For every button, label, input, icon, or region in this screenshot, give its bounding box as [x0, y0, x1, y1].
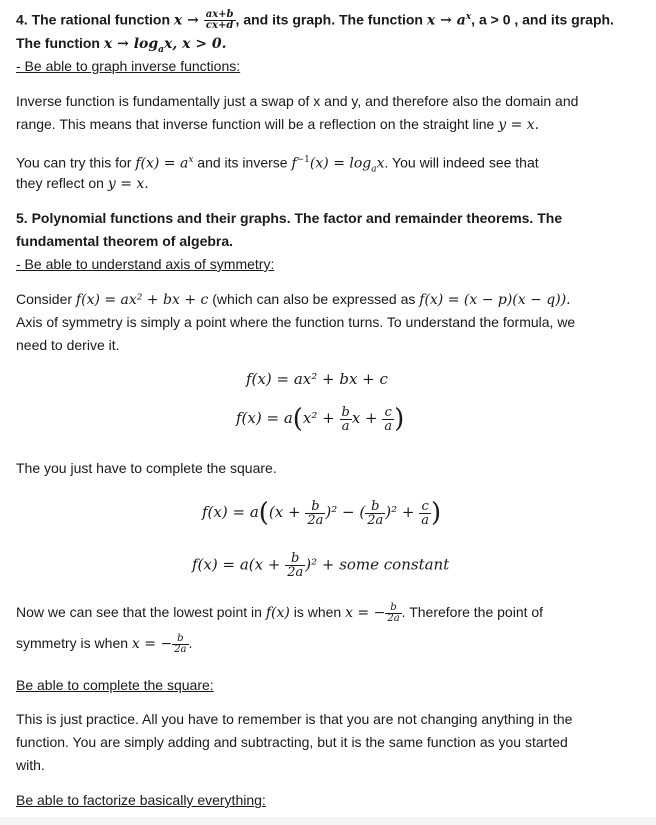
math-inline: f(x) [265, 605, 290, 622]
fraction-denominator: cx+d [205, 20, 234, 32]
paragraph-line: need to derive it. [16, 337, 120, 353]
fraction-denominator: a [341, 418, 350, 434]
paragraph-line [16, 174, 149, 193]
math-inline: (x) = log [309, 155, 372, 172]
math-inline: f(x) = a [135, 155, 189, 172]
section-4-heading-line2 [16, 34, 227, 59]
text: Now we can see that the lowest point in [16, 604, 266, 621]
subheading-inverse: - Be able to graph inverse functions: [16, 58, 241, 74]
eq-text: x + [351, 409, 383, 427]
fraction-b-over-2a [172, 634, 188, 655]
eq-text: f(x) = a(x + [192, 555, 286, 574]
math-inline: x = − [131, 636, 173, 653]
math-inline: x [376, 155, 385, 172]
fraction-numerator: b [172, 634, 188, 645]
text: they reflect on [16, 175, 108, 191]
heading-text: 4. The rational function [16, 11, 174, 28]
fraction-numerator: c [382, 406, 394, 420]
section-5-heading-line2: fundamental theorem of algebra. [16, 233, 234, 249]
fraction-numerator: b [305, 500, 325, 514]
paragraph-line: Axis of symmetry is simply a point where the function turns. To understand the formula, we [16, 314, 576, 330]
fraction-numerator: b [385, 603, 401, 614]
heading-text: , a > 0 , and its graph. [471, 11, 614, 28]
fraction-numerator: b [285, 552, 305, 566]
math-inline: f(x) = ax² + bx + c [75, 292, 209, 308]
subheading-symmetry: - Be able to understand axis of symmetry: [16, 256, 275, 272]
fraction-denominator: 2a [367, 512, 384, 528]
section-4-heading-line1 [16, 8, 614, 31]
heading-text: , and its graph. The function [235, 11, 427, 28]
fraction-b-over-2a [305, 500, 325, 527]
paragraph-line: function. You are simply adding and subtracting, but it is the same function as you started [16, 734, 568, 750]
equation-4 [192, 552, 449, 579]
paragraph-line [16, 290, 571, 309]
math-log-fn: x → log [103, 36, 159, 52]
math-inline: f(x) = (x − p)(x − q)). [419, 292, 571, 308]
text: . You will indeed see that [384, 154, 539, 171]
eq-text: )² + [385, 503, 420, 521]
text: . [188, 635, 193, 652]
right-paren-icon: ) [394, 404, 405, 434]
left-paren-icon: ( [258, 498, 269, 528]
fraction-numerator: ax+b [205, 9, 234, 21]
fraction-numerator: b [365, 500, 385, 514]
math-map: x → [173, 12, 204, 29]
fraction-denominator: a [421, 512, 429, 528]
paragraph-line: The you just have to complete the square. [16, 460, 277, 476]
eq-text: )² − ( [325, 503, 366, 521]
fraction-b-over-2a [385, 603, 401, 624]
paragraph-line [16, 603, 543, 624]
section-5-heading-line1: 5. Polynomial functions and their graphs. The factor and remainder theorems. The [16, 210, 563, 226]
right-paren-icon: ) [431, 498, 442, 528]
math-log-tail: x, x > 0. [164, 36, 227, 52]
math-exp-fn: x → a [426, 12, 466, 29]
fraction-b-over-2a [285, 552, 305, 579]
fraction-c-over-a [382, 406, 394, 433]
math-inline: f [291, 155, 297, 172]
equation-2 [236, 404, 404, 434]
math-sup: x [188, 155, 194, 165]
fraction-numerator: b [341, 404, 350, 420]
subheading-factorize: Be able to factorize basically everything: [16, 792, 266, 808]
left-paren-icon: ( [292, 404, 303, 434]
equation-1: f(x) = ax² + bx + c [246, 370, 388, 388]
fraction-denominator: 2a [174, 644, 187, 655]
fraction-denominator: 2a [287, 565, 304, 580]
page-footer-strip [0, 817, 656, 825]
paragraph-line [16, 115, 539, 134]
fraction-numerator: c [419, 500, 431, 514]
eq-text: f(x) = a [236, 409, 293, 427]
eq-text: x² + [302, 409, 340, 427]
math-sup: x [465, 12, 472, 22]
paragraph-line: This is just practice. All you have to remember is that you are not changing anything in the [16, 711, 573, 727]
text: symmetry is when [16, 635, 132, 652]
heading-text: The function [16, 35, 104, 51]
paragraph-line [16, 634, 192, 655]
subheading-complete-square: Be able to complete the square: [16, 677, 214, 693]
fraction-c-over-a [419, 500, 431, 527]
rational-fraction [204, 10, 236, 31]
text: (which can also be expressed as [208, 291, 420, 307]
text: Consider [16, 291, 76, 307]
text: is when [289, 604, 346, 621]
fraction-denominator: a [384, 418, 393, 434]
fraction-denominator: 2a [387, 613, 400, 624]
fraction-denominator: 2a [307, 512, 324, 528]
fraction-b-over-a [340, 406, 352, 433]
math-sub: a [158, 44, 165, 55]
paragraph-line: Inverse function is fundamentally just a swap of x and y, and therefore also the domain and [16, 93, 579, 109]
math-sub: a [371, 164, 377, 175]
eq-text: x + [274, 503, 306, 521]
text: You can try this for [16, 154, 136, 171]
text: and its inverse [193, 154, 292, 171]
math-inline: y = x. [498, 117, 540, 133]
eq-text: f(x) = a [202, 503, 259, 521]
math-sup: −1 [296, 155, 310, 165]
math-inline: y = x. [107, 176, 149, 192]
fraction-b-over-2a [365, 500, 385, 527]
paragraph-line: with. [16, 757, 45, 773]
eq-text: )² + some constant [305, 555, 450, 574]
text: range. This means that inverse function will be a reflection on the straight line [16, 116, 499, 132]
text: . Therefore the point of [401, 604, 544, 621]
equation-3: f(x) = a((x + $\frac{b}{2a}$ )² − ( $\frac{b}{2a}$ )² + $\frac{c}{a}$ ) [202, 498, 442, 528]
math-inline: x = − [345, 605, 386, 622]
